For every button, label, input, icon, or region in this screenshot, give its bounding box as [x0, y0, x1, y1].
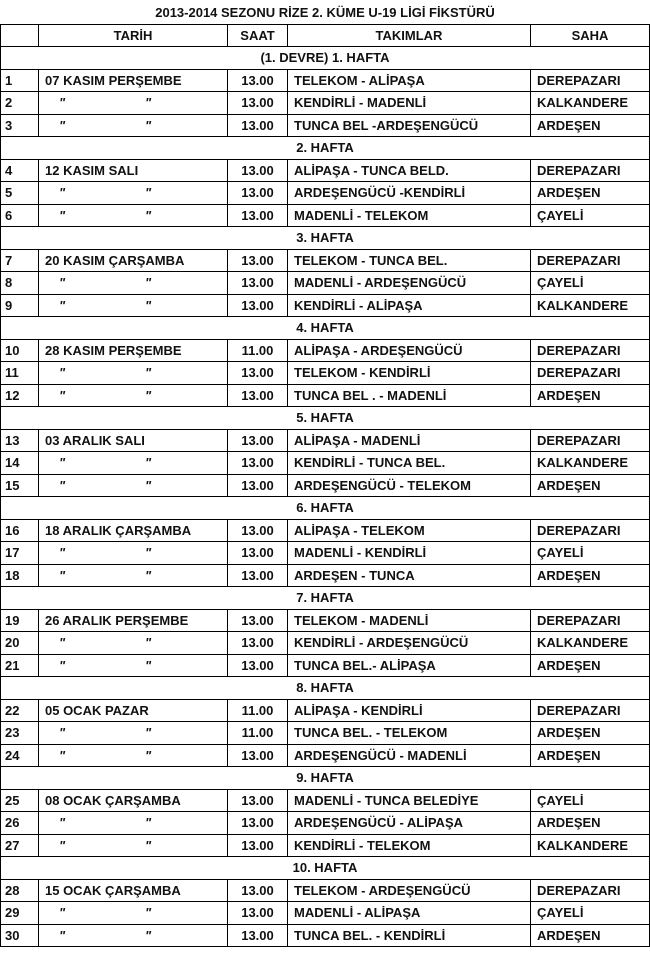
match-number: 25: [1, 789, 39, 812]
match-number: 29: [1, 902, 39, 925]
ditto-mark: ": [145, 725, 152, 741]
match-number: 27: [1, 834, 39, 857]
match-teams: ARDEŞENGÜCÜ - MADENLİ: [288, 744, 531, 767]
match-row: [1, 789, 650, 812]
ditto-mark: ": [59, 185, 66, 201]
match-number: 7: [1, 249, 39, 272]
match-number: 12: [1, 384, 39, 407]
match-venue: DEREPAZARI: [531, 519, 650, 542]
match-row: [1, 474, 650, 497]
match-teams: KENDİRLİ - ARDEŞENGÜCÜ: [288, 632, 531, 655]
header-time: SAAT: [228, 24, 288, 47]
match-date: 15 OCAK ÇARŞAMBA: [39, 879, 228, 902]
match-number: 24: [1, 744, 39, 767]
ditto-mark: ": [145, 635, 152, 651]
match-venue: ÇAYELİ: [531, 542, 650, 565]
match-date: [39, 272, 228, 295]
match-row: [1, 834, 650, 857]
ditto-mark: ": [145, 567, 152, 583]
match-teams: TELEKOM - ALİPAŞA: [288, 69, 531, 92]
match-venue: DEREPAZARI: [531, 362, 650, 385]
match-date: 03 ARALIK SALI: [39, 429, 228, 452]
match-venue: ARDEŞEN: [531, 182, 650, 205]
match-date: 18 ARALIK ÇARŞAMBA: [39, 519, 228, 542]
ditto-mark: ": [59, 837, 66, 853]
match-number: 26: [1, 812, 39, 835]
match-teams: ALİPAŞA - ARDEŞENGÜCÜ: [288, 339, 531, 362]
ditto-mark: ": [145, 927, 152, 943]
match-teams: MADENLİ - TELEKOM: [288, 204, 531, 227]
match-date: 08 OCAK ÇARŞAMBA: [39, 789, 228, 812]
ditto-mark: ": [59, 815, 66, 831]
match-teams: ARDEŞENGÜCÜ - ALİPAŞA: [288, 812, 531, 835]
ditto-mark: ": [145, 455, 152, 471]
match-date: [39, 114, 228, 137]
match-number: 23: [1, 722, 39, 745]
ditto-mark: ": [145, 297, 152, 313]
ditto-mark: ": [59, 545, 66, 561]
match-number: 3: [1, 114, 39, 137]
match-number: 18: [1, 564, 39, 587]
ditto-mark: ": [59, 387, 66, 403]
week-label: 4. HAFTA: [1, 317, 650, 340]
week-label: 7. HAFTA: [1, 587, 650, 610]
match-venue: KALKANDERE: [531, 294, 650, 317]
match-teams: KENDİRLİ - TELEKOM: [288, 834, 531, 857]
header-row: [1, 24, 650, 47]
ditto-mark: ": [59, 297, 66, 313]
match-venue: DEREPAZARI: [531, 699, 650, 722]
header-teams: TAKIMLAR: [288, 24, 531, 47]
match-row: [1, 722, 650, 745]
match-time: 13.00: [228, 812, 288, 835]
match-number: 20: [1, 632, 39, 655]
header-date: TARİH: [39, 24, 228, 47]
match-row: [1, 699, 650, 722]
match-teams: MADENLİ - KENDİRLİ: [288, 542, 531, 565]
match-time: 13.00: [228, 474, 288, 497]
match-venue: ARDEŞEN: [531, 564, 650, 587]
match-date: [39, 182, 228, 205]
ditto-mark: ": [59, 365, 66, 381]
page-title: 2013-2014 SEZONU RİZE 2. KÜME U-19 LİGİ FİKSTÜRÜ: [1, 2, 650, 24]
match-row: [1, 294, 650, 317]
match-number: 4: [1, 159, 39, 182]
match-teams: ALİPAŞA - KENDİRLİ: [288, 699, 531, 722]
match-date: [39, 812, 228, 835]
match-row: [1, 384, 650, 407]
match-venue: ÇAYELİ: [531, 272, 650, 295]
ditto-mark: ": [145, 545, 152, 561]
ditto-mark: ": [145, 905, 152, 921]
match-number: 13: [1, 429, 39, 452]
match-teams: KENDİRLİ - TUNCA BEL.: [288, 452, 531, 475]
match-time: 13.00: [228, 294, 288, 317]
match-number: 10: [1, 339, 39, 362]
match-teams: TUNCA BEL.- ALİPAŞA: [288, 654, 531, 677]
match-time: 13.00: [228, 519, 288, 542]
ditto-mark: ": [145, 657, 152, 673]
match-venue: KALKANDERE: [531, 452, 650, 475]
match-date: [39, 744, 228, 767]
match-time: 13.00: [228, 879, 288, 902]
match-date: [39, 564, 228, 587]
ditto-mark: ": [59, 455, 66, 471]
match-teams: TELEKOM - TUNCA BEL.: [288, 249, 531, 272]
match-teams: KENDİRLİ - MADENLİ: [288, 92, 531, 115]
match-time: 13.00: [228, 924, 288, 947]
match-venue: ÇAYELİ: [531, 902, 650, 925]
match-date: [39, 92, 228, 115]
match-row: [1, 92, 650, 115]
match-time: 13.00: [228, 632, 288, 655]
match-teams: ALİPAŞA - TUNCA BELD.: [288, 159, 531, 182]
match-number: 9: [1, 294, 39, 317]
match-row: [1, 744, 650, 767]
match-number: 15: [1, 474, 39, 497]
match-number: 14: [1, 452, 39, 475]
match-number: 11: [1, 362, 39, 385]
ditto-mark: ": [59, 635, 66, 651]
match-venue: KALKANDERE: [531, 92, 650, 115]
ditto-mark: ": [145, 837, 152, 853]
match-time: 13.00: [228, 609, 288, 632]
match-number: 17: [1, 542, 39, 565]
match-venue: DEREPAZARI: [531, 339, 650, 362]
week-label: 10. HAFTA: [1, 857, 650, 880]
match-date: [39, 654, 228, 677]
match-venue: ARDEŞEN: [531, 812, 650, 835]
match-venue: DEREPAZARI: [531, 879, 650, 902]
match-time: 13.00: [228, 834, 288, 857]
match-date: [39, 924, 228, 947]
match-row: [1, 204, 650, 227]
week-header-row: [1, 317, 650, 340]
match-date: [39, 294, 228, 317]
match-number: 2: [1, 92, 39, 115]
match-number: 8: [1, 272, 39, 295]
ditto-mark: ": [145, 185, 152, 201]
match-teams: TELEKOM - KENDİRLİ: [288, 362, 531, 385]
match-date: [39, 722, 228, 745]
match-time: 13.00: [228, 744, 288, 767]
match-time: 11.00: [228, 722, 288, 745]
match-venue: ARDEŞEN: [531, 384, 650, 407]
match-date: [39, 834, 228, 857]
match-time: 13.00: [228, 564, 288, 587]
match-row: [1, 564, 650, 587]
header-venue: SAHA: [531, 24, 650, 47]
week-header-row: [1, 677, 650, 700]
match-venue: ARDEŞEN: [531, 924, 650, 947]
match-time: 11.00: [228, 339, 288, 362]
ditto-mark: ": [145, 365, 152, 381]
match-teams: TUNCA BEL -ARDEŞENGÜCÜ: [288, 114, 531, 137]
ditto-mark: ": [59, 657, 66, 673]
match-row: [1, 542, 650, 565]
match-row: [1, 272, 650, 295]
match-venue: DEREPAZARI: [531, 609, 650, 632]
match-row: [1, 182, 650, 205]
match-teams: MADENLİ - ARDEŞENGÜCÜ: [288, 272, 531, 295]
match-teams: ARDEŞENGÜCÜ -KENDİRLİ: [288, 182, 531, 205]
match-date: [39, 542, 228, 565]
match-teams: TELEKOM - MADENLİ: [288, 609, 531, 632]
match-time: 13.00: [228, 362, 288, 385]
match-date: 05 OCAK PAZAR: [39, 699, 228, 722]
match-date: 07 KASIM PERŞEMBE: [39, 69, 228, 92]
match-venue: ÇAYELİ: [531, 204, 650, 227]
match-number: 19: [1, 609, 39, 632]
match-date: 26 ARALIK PERŞEMBE: [39, 609, 228, 632]
match-time: 13.00: [228, 789, 288, 812]
match-teams: ALİPAŞA - MADENLİ: [288, 429, 531, 452]
ditto-mark: ": [59, 95, 66, 111]
match-time: 13.00: [228, 452, 288, 475]
match-date: 28 KASIM PERŞEMBE: [39, 339, 228, 362]
ditto-mark: ": [59, 905, 66, 921]
match-date: [39, 204, 228, 227]
match-date: [39, 362, 228, 385]
match-venue: DEREPAZARI: [531, 159, 650, 182]
match-row: [1, 654, 650, 677]
ditto-mark: ": [145, 747, 152, 763]
match-number: 1: [1, 69, 39, 92]
ditto-mark: ": [145, 815, 152, 831]
match-venue: ARDEŞEN: [531, 474, 650, 497]
match-time: 13.00: [228, 249, 288, 272]
match-venue: KALKANDERE: [531, 632, 650, 655]
match-date: [39, 632, 228, 655]
week-label: (1. DEVRE) 1. HAFTA: [1, 47, 650, 70]
match-row: [1, 362, 650, 385]
week-label: 5. HAFTA: [1, 407, 650, 430]
ditto-mark: ": [145, 95, 152, 111]
match-row: [1, 609, 650, 632]
match-date: [39, 902, 228, 925]
match-row: [1, 812, 650, 835]
header-no: [1, 24, 39, 47]
match-time: 13.00: [228, 114, 288, 137]
match-venue: DEREPAZARI: [531, 69, 650, 92]
ditto-mark: ": [59, 275, 66, 291]
match-time: 13.00: [228, 92, 288, 115]
match-date: 12 KASIM SALI: [39, 159, 228, 182]
week-label: 6. HAFTA: [1, 497, 650, 520]
ditto-mark: ": [145, 117, 152, 133]
week-header-row: [1, 857, 650, 880]
ditto-mark: ": [145, 275, 152, 291]
ditto-mark: ": [59, 725, 66, 741]
match-venue: ARDEŞEN: [531, 722, 650, 745]
fixture-table: [0, 2, 650, 947]
match-venue: ARDEŞEN: [531, 654, 650, 677]
match-venue: ÇAYELİ: [531, 789, 650, 812]
week-header-row: [1, 137, 650, 160]
match-time: 13.00: [228, 204, 288, 227]
match-row: [1, 159, 650, 182]
match-time: 13.00: [228, 902, 288, 925]
match-time: 13.00: [228, 384, 288, 407]
ditto-mark: ": [145, 207, 152, 223]
match-number: 21: [1, 654, 39, 677]
week-header-row: [1, 497, 650, 520]
match-teams: ALİPAŞA - TELEKOM: [288, 519, 531, 542]
match-row: [1, 879, 650, 902]
match-venue: DEREPAZARI: [531, 429, 650, 452]
match-venue: ARDEŞEN: [531, 744, 650, 767]
match-number: 6: [1, 204, 39, 227]
ditto-mark: ": [59, 117, 66, 133]
week-header-row: [1, 227, 650, 250]
match-date: 20 KASIM ÇARŞAMBA: [39, 249, 228, 272]
match-teams: ARDEŞEN - TUNCA: [288, 564, 531, 587]
match-time: 11.00: [228, 699, 288, 722]
match-row: [1, 924, 650, 947]
ditto-mark: ": [59, 927, 66, 943]
match-row: [1, 114, 650, 137]
match-time: 13.00: [228, 542, 288, 565]
week-label: 9. HAFTA: [1, 767, 650, 790]
match-time: 13.00: [228, 159, 288, 182]
week-label: 8. HAFTA: [1, 677, 650, 700]
match-row: [1, 69, 650, 92]
week-header-row: [1, 767, 650, 790]
match-teams: TUNCA BEL. - KENDİRLİ: [288, 924, 531, 947]
ditto-mark: ": [59, 747, 66, 763]
week-header-row: [1, 587, 650, 610]
match-teams: TUNCA BEL . - MADENLİ: [288, 384, 531, 407]
match-teams: MADENLİ - ALİPAŞA: [288, 902, 531, 925]
match-venue: ARDEŞEN: [531, 114, 650, 137]
match-number: 28: [1, 879, 39, 902]
ditto-mark: ": [59, 207, 66, 223]
match-date: [39, 452, 228, 475]
match-row: [1, 902, 650, 925]
ditto-mark: ": [59, 477, 66, 493]
match-time: 13.00: [228, 429, 288, 452]
match-row: [1, 632, 650, 655]
week-label: 3. HAFTA: [1, 227, 650, 250]
match-teams: ARDEŞENGÜCÜ - TELEKOM: [288, 474, 531, 497]
match-teams: TELEKOM - ARDEŞENGÜCÜ: [288, 879, 531, 902]
match-date: [39, 384, 228, 407]
match-teams: TUNCA BEL. - TELEKOM: [288, 722, 531, 745]
match-teams: KENDİRLİ - ALİPAŞA: [288, 294, 531, 317]
week-header-row: [1, 47, 650, 70]
match-row: [1, 339, 650, 362]
week-header-row: [1, 407, 650, 430]
match-number: 16: [1, 519, 39, 542]
match-time: 13.00: [228, 69, 288, 92]
ditto-mark: ": [145, 477, 152, 493]
match-row: [1, 452, 650, 475]
match-time: 13.00: [228, 272, 288, 295]
match-number: 22: [1, 699, 39, 722]
match-number: 30: [1, 924, 39, 947]
match-time: 13.00: [228, 654, 288, 677]
match-row: [1, 519, 650, 542]
match-row: [1, 429, 650, 452]
match-date: [39, 474, 228, 497]
match-venue: DEREPAZARI: [531, 249, 650, 272]
match-teams: MADENLİ - TUNCA BELEDİYE: [288, 789, 531, 812]
match-row: [1, 249, 650, 272]
ditto-mark: ": [145, 387, 152, 403]
match-time: 13.00: [228, 182, 288, 205]
match-venue: KALKANDERE: [531, 834, 650, 857]
week-label: 2. HAFTA: [1, 137, 650, 160]
ditto-mark: ": [59, 567, 66, 583]
match-number: 5: [1, 182, 39, 205]
